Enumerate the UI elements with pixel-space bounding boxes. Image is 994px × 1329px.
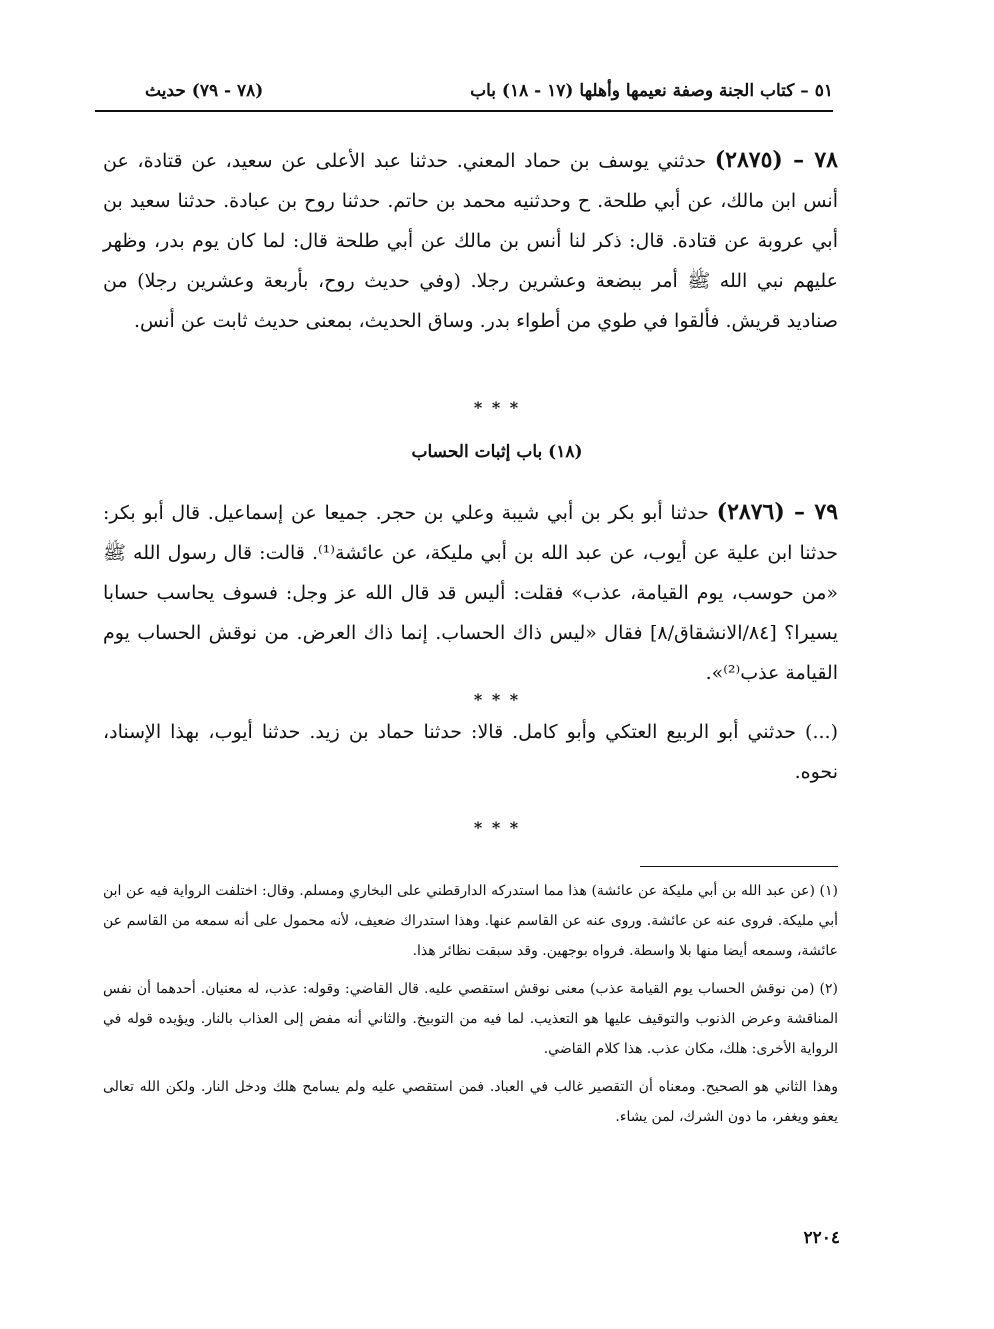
- hadith-78: [103, 140, 838, 341]
- footnote-2: (٢) (من نوقش الحساب يوم القيامة عذب) معنى نوقش استقصي عليه. قال القاضي: وقوله: عذب، له معنيان. أحدهما أن نفس المناقشة وعرض الذنوب والتوقيف عليها هو التعذيب. لما فيه من التوبيخ. والثاني أنه مفض إلى العذاب بالنار. ويؤيده قوله في الرواية الأخرى: هلك، مكان عذب. هذا كلام القاضي.: [103, 981, 838, 1057]
- hadith-variant-text: حدثني أبو الربيع العتكي وأبو كامل. قالا: حدثنا حماد بن زيد. حدثنا أيوب، بهذا الإسناد، نحوه.: [103, 721, 838, 783]
- separator-stars: * * *: [473, 690, 521, 709]
- header-rule: [95, 110, 833, 112]
- hadith-79: [103, 492, 838, 693]
- separator-stars: * * *: [473, 398, 521, 417]
- hadith-variant-number: (...): [805, 721, 838, 743]
- hadith-79-variant: [103, 712, 838, 792]
- page-number: ٢٢٠٤: [803, 1228, 840, 1248]
- header-book-chapter: ٥١ – كتاب الجنة وصفة نعيمها وأهلها (١٧ - ١٨) باب: [470, 81, 833, 101]
- footnote-2-continued: وهذا الثاني هو الصحيح. ومعناه أن التقصير غالب في العباد. فمن استقصي عليه ولم يسامح هلك ودخل النار. ولكن الله تعالى يعفو ويغفر، ما دون الشرك، لمن يشاء.: [103, 1079, 838, 1125]
- hadith-78-text: حدثني يوسف بن حماد المعني. حدثنا عبد الأعلى عن سعيد، عن قتادة، عن أنس ابن مالك، عن أبي طلحة. ح وحدثنيه محمد بن حاتم. حدثنا روح بن عبادة. حدثنا سعيد بن أبي عروبة عن قتادة. قال: ذكر لنا أنس بن مالك عن أبي طلحة قال: لما كان يوم بدر، وظهر عليهم نبي الله ﷺ أمر ببضعة وعشرين رجلا. (وفي حديث روح، بأربعة وعشرين رجلا) من صناديد قريش. فألقوا في طوي من أطواء بدر. وساق الحديث، بمعنى حديث ثابت عن أنس.: [103, 150, 838, 332]
- footnote-1: (١) (عن عبد الله بن أبي مليكة عن عائشة) هذا مما استدركه الدارقطني على البخاري ومسلم. وقال: اختلفت الرواية فيه عن ابن أبي مليكة. فروى عنه عن عائشة. وروى عنه عن القاسم عنها. وهذا استدراك ضعيف، لأنه محمول على أنه سمعه من القاسم عن عائشة، وسمعه أيضا منها بلا واسطة. فرواه بوجهين. وقد سبقت نظائر هذا.: [103, 883, 838, 959]
- hadith-79-number: ٧٩ – (٢٨٧٦): [716, 499, 839, 525]
- separator-stars: * * *: [473, 818, 521, 837]
- footnotes: [103, 876, 838, 1140]
- footnote-rule: [640, 866, 838, 867]
- header-hadith-range: (٧٨ - ٧٩) حديث: [145, 81, 264, 101]
- running-header: [95, 76, 833, 112]
- chapter-heading: (١٨) باب إثبات الحساب: [411, 442, 583, 462]
- hadith-79-text: حدثنا أبو بكر بن أبي شيبة وعلي بن حجر. جميعا عن إسماعيل. قال أبو بكر: حدثنا ابن علية عن أيوب، عن عبد الله بن أبي مليكة، عن عائشة⁽¹⁾. قالت: قال رسول الله ﷺ «من حوسب، يوم القيامة، عذب» فقلت: أليس قد قال الله عز وجل: فسوف يحاسب حسابا يسيرا؟ [٨٤/الانشقاق/٨] فقال «ليس ذاك الحساب. إنما ذاك العرض. من نوقش الحساب يوم القيامة عذب⁽²⁾».: [103, 502, 839, 684]
- hadith-78-number: ٧٨ – (٢٨٧٥): [714, 147, 838, 173]
